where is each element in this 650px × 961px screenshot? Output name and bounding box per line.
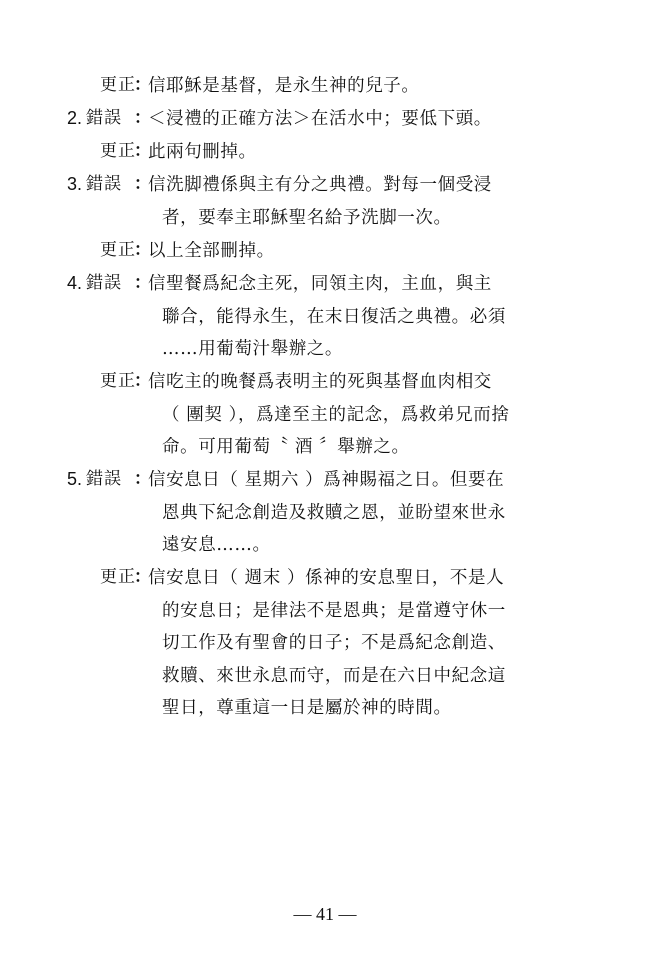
text-line: 的安息日；是律法不是恩典；是當遵守休一 — [162, 600, 506, 621]
entry-text — [148, 103, 560, 136]
entry-text — [148, 562, 560, 725]
text-line: 者，要奉主耶穌聖名給予洗脚一次。 — [162, 207, 452, 228]
entry-text — [148, 169, 560, 234]
entry-label: 更正 — [100, 240, 136, 260]
text-line: ＜浸禮的正確方法＞在活水中；要低下頭。 — [148, 109, 492, 129]
text-line: 信聖餐爲紀念主死，同領主肉，主血，與主 — [148, 274, 492, 294]
entry-label: 更正 — [100, 141, 136, 161]
entry-text — [148, 366, 560, 464]
entry-label: 更正 — [100, 75, 136, 95]
entry-text — [148, 235, 560, 268]
entry-colon: ： — [134, 469, 151, 489]
entry-colon: ： — [134, 273, 151, 293]
entry-colon: ： — [134, 141, 151, 161]
text-line: ……用葡萄汁舉辦之。 — [162, 339, 343, 360]
entry-colon: ： — [134, 75, 151, 95]
text-line: 切工作及有聖會的日子；不是爲紀念創造、 — [162, 633, 506, 654]
entry-colon: ： — [134, 371, 151, 391]
entry-text — [148, 136, 560, 169]
text-line: （ 團契 ），爲達至主的記念，爲救弟兄而捨 — [162, 404, 510, 425]
text-line: 命。可用葡萄〝 酒 〞舉辦之。 — [162, 437, 410, 458]
entry-label: 更正 — [100, 567, 136, 587]
text-line: 聖日，尊重這一日是屬於神的時間。 — [162, 698, 452, 719]
entry-text — [148, 268, 560, 366]
text-line: 聯合，能得永生，在末日復活之典禮。必須 — [162, 306, 506, 327]
text-line: 信安息日（ 星期六 ）爲神賜福之日。但要在 — [148, 470, 505, 490]
entry-label: 錯誤 — [86, 108, 122, 128]
text-line: 救贖、來世永息而守，而是在六日中紀念這 — [162, 665, 506, 686]
entry-label: 更正 — [100, 371, 136, 391]
item-number: 5. — [66, 469, 82, 489]
entry-colon: ： — [134, 108, 151, 128]
entry-label: 錯誤 — [86, 469, 122, 489]
text-line: 信安息日（ 週末 ）係神的安息聖日，不是人 — [148, 568, 505, 588]
text-line: 恩典下紀念創造及救贖之恩，並盼望來世永 — [162, 502, 506, 523]
item-number: 2. — [66, 108, 82, 128]
entry-colon: ： — [134, 174, 151, 194]
text-line: 信吃主的晚餐爲表明主的死與基督血肉相交 — [148, 372, 492, 392]
entry-text — [148, 70, 560, 103]
page-number: — 41 — — [293, 904, 357, 924]
text-line: 此兩句刪掉。 — [148, 142, 257, 162]
text-line: 以上全部刪掉。 — [148, 241, 275, 261]
entry-colon: ： — [134, 240, 151, 260]
text-line: 信耶穌是基督，是永生神的兒子。 — [148, 76, 420, 96]
entry-label: 錯誤 — [86, 174, 122, 194]
item-number: 4. — [66, 273, 82, 293]
entry-colon: ： — [134, 567, 151, 587]
text-line: 信洗脚禮係與主有分之典禮。對每一個受浸 — [148, 175, 492, 195]
entry-text — [148, 464, 560, 562]
item-number: 3. — [66, 174, 82, 194]
text-line: 遠安息……。 — [162, 535, 271, 556]
entry-label: 錯誤 — [86, 273, 122, 293]
